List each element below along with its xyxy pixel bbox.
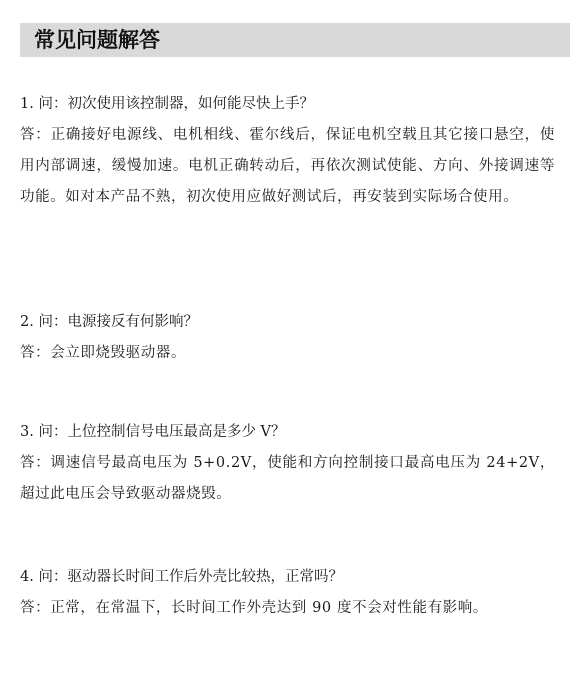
faq-item-2 <box>20 307 555 369</box>
section-title: 常见问题解答 <box>34 28 160 52</box>
faq-question: 2. 问：电源接反有何影响？ <box>20 314 198 330</box>
faq-answer: 答：正常，在常温下，长时间工作外壳达到 90 度不会对性能有影响。 <box>20 600 488 616</box>
faq-item-1 <box>20 89 555 213</box>
faq-answer: 答：正确接好电源线、电机相线、霍尔线后，保证电机空载且其它接口悬空，使用内部调速，缓慢加速。电机正确转动后，再依次测试使能、方向、外接调速等功能。如对本产品不熟，初次使用应做好测试后，再安装到实际场合使用。 <box>20 127 555 205</box>
faq-item-4 <box>20 562 555 624</box>
faq-question: 1. 问：初次使用该控制器，如何能尽快上手？ <box>20 96 314 112</box>
section-header <box>20 23 570 57</box>
faq-question: 4. 问：驱动器长时间工作后外壳比较热，正常吗？ <box>20 569 343 585</box>
faq-question: 3. 问：上位控制信号电压最高是多少 V？ <box>20 424 286 440</box>
faq-answer: 答：会立即烧毁驱动器。 <box>20 345 187 361</box>
faq-item-3 <box>20 417 555 510</box>
faq-answer: 答：调速信号最高电压为 5+0.2V，使能和方向控制接口最高电压为 24+2V，超过此电压会导致驱动器烧毁。 <box>20 455 555 502</box>
